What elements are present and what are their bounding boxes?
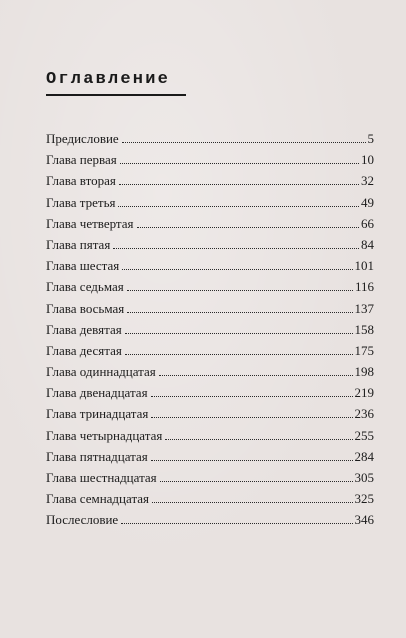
dot-leader: [125, 353, 353, 355]
dot-leader: [118, 205, 359, 207]
toc-entry-page-number: 5: [367, 131, 374, 146]
toc-entry[interactable]: [46, 382, 374, 403]
toc-entry-title: Глава тринадцатая: [46, 406, 149, 422]
dot-leader: [120, 162, 359, 164]
toc-entry[interactable]: [46, 213, 374, 234]
toc-entry-title: Глава шестнадцатая: [46, 470, 157, 485]
toc-entry-page-number: 236: [354, 406, 374, 422]
dot-leader: [151, 416, 352, 418]
dot-leader: [122, 141, 366, 143]
toc-entry-title: Глава вторая: [46, 173, 116, 189]
dot-leader: [151, 459, 353, 461]
dot-leader: [127, 311, 352, 313]
toc-entry[interactable]: [46, 192, 374, 213]
toc-heading-text: Оглавление: [46, 70, 171, 89]
toc-entry-page-number: 255: [354, 427, 374, 443]
toc-entry-title: Глава седьмая: [46, 279, 124, 295]
dot-leader: [122, 268, 352, 270]
toc-entry[interactable]: [46, 340, 374, 361]
toc-entry[interactable]: [46, 509, 374, 530]
toc-entry-page-number: 66: [361, 215, 374, 231]
toc-entry-title: Глава девятая: [46, 321, 122, 337]
toc-entry-title: Глава одиннадцатая: [46, 364, 156, 380]
toc-entry[interactable]: [46, 361, 374, 382]
dot-leader: [119, 183, 359, 185]
toc-entry[interactable]: [46, 298, 374, 319]
toc-entry[interactable]: [46, 467, 374, 488]
toc-entry[interactable]: [46, 128, 374, 149]
dot-leader: [121, 522, 352, 524]
toc-entry-page-number: 346: [354, 512, 374, 528]
toc-entry[interactable]: [46, 446, 374, 467]
heading-underline: [46, 94, 186, 96]
toc-entry[interactable]: [46, 276, 374, 297]
toc-entry-title: Глава пятнадцатая: [46, 448, 148, 464]
toc-entry-page-number: 198: [354, 364, 374, 380]
toc-entry-title: Глава семнадцатая: [46, 491, 150, 507]
toc-entry-title: Глава двенадцатая: [46, 385, 148, 401]
toc-entry[interactable]: [46, 149, 374, 170]
toc-entry[interactable]: [46, 234, 374, 255]
table-of-contents: [46, 128, 374, 531]
toc-entry-page-number: 219: [354, 385, 374, 401]
toc-entry-title: Глава пятая: [46, 236, 111, 252]
dot-leader: [137, 226, 359, 228]
toc-entry-title: Глава третья: [46, 194, 116, 210]
toc-entry-page-number: 284: [354, 448, 374, 464]
dot-leader: [151, 395, 353, 397]
toc-entry-page-number: 116: [354, 279, 374, 295]
toc-entry[interactable]: [46, 425, 374, 446]
toc-entry[interactable]: [46, 255, 374, 276]
toc-entry-title: Глава четвертая: [46, 215, 134, 231]
toc-entry-page-number: 10: [361, 152, 374, 168]
toc-entry-page-number: 137: [354, 300, 374, 316]
dot-leader: [113, 247, 359, 249]
toc-entry-page-number: 101: [354, 258, 374, 274]
dot-leader: [127, 289, 353, 291]
toc-entry-page-number: 175: [354, 342, 374, 358]
toc-entry-title: Глава восьмая: [46, 300, 125, 316]
toc-entry-page-number: 84: [361, 236, 374, 252]
dot-leader: [152, 501, 352, 503]
toc-entry-page-number: 325: [354, 491, 374, 507]
toc-entry-page-number: 49: [361, 194, 374, 210]
toc-entry[interactable]: [46, 488, 374, 509]
dot-leader: [160, 480, 353, 482]
toc-entry-page-number: 158: [354, 321, 374, 337]
toc-entry-title: Глава первая: [46, 152, 117, 168]
dot-leader: [125, 332, 353, 334]
dot-leader: [165, 438, 352, 440]
dot-leader: [159, 374, 353, 376]
toc-entry[interactable]: [46, 319, 374, 340]
toc-heading: [46, 70, 186, 96]
toc-entry-title: Глава шестая: [46, 258, 120, 274]
toc-entry[interactable]: [46, 403, 374, 424]
toc-entry-page-number: 305: [354, 470, 374, 485]
toc-entry-title: Глава десятая: [46, 342, 122, 358]
toc-entry-page-number: 32: [361, 173, 374, 189]
toc-entry-title: Предисловие: [46, 131, 119, 146]
toc-entry-title: Глава четырнадцатая: [46, 427, 163, 443]
toc-entry[interactable]: [46, 170, 374, 191]
toc-entry-title: Послесловие: [46, 512, 119, 528]
